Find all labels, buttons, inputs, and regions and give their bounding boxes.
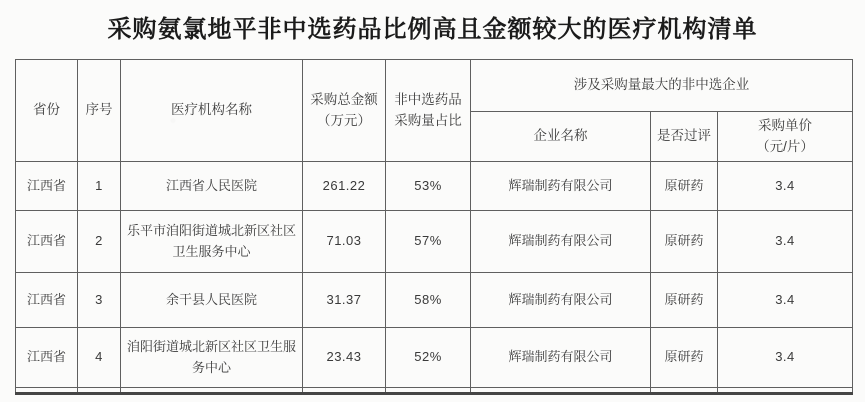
cell-unit-price: 3.4 (718, 162, 853, 211)
table-row (16, 162, 853, 211)
cell-institution: 洎阳街道城北新区社区卫生服务中心 (121, 328, 303, 388)
header-cell-total-amount (303, 60, 386, 162)
cell-total-amount: 31.37 (303, 273, 386, 328)
cell-evaluated: 原研药 (651, 162, 718, 211)
cell-index: 3 (78, 273, 121, 328)
cell-province: 江西省 (16, 273, 78, 328)
cell-company: 辉瑞制药有限公司 (471, 211, 651, 273)
header-cell-institution: 医疗机构名称 (121, 60, 303, 162)
header-cell-ratio (386, 60, 471, 162)
header-cell-company-group: 涉及采购量最大的非中选企业 (471, 60, 853, 112)
header-ratio-line2: 采购量占比 (394, 112, 462, 128)
cell-province: 江西省 (16, 162, 78, 211)
cell-institution: 江西省人民医院 (121, 162, 303, 211)
cell-unit-price: 3.4 (718, 211, 853, 273)
cell-ratio: 52% (386, 328, 471, 388)
header-total-amount-line1: 采购总金额 (310, 91, 378, 107)
header-ratio-line1: 非中选药品 (394, 91, 462, 107)
page-title: 采购氨氯地平非中选药品比例高且金额较大的医疗机构清单 (107, 16, 758, 43)
table-row (16, 328, 853, 388)
table-row (16, 211, 853, 273)
header-cell-unit-price (718, 112, 853, 162)
cell-company: 辉瑞制药有限公司 (471, 328, 651, 388)
table-row-clipped (16, 388, 853, 394)
cell-total-amount: 23.43 (303, 328, 386, 388)
cell-company: 辉瑞制药有限公司 (471, 273, 651, 328)
cell-total-amount: 71.03 (303, 211, 386, 273)
cell-index: 2 (78, 211, 121, 273)
table-row (16, 273, 853, 328)
header-unit-price-line2: （元/片） (756, 138, 814, 154)
cell-evaluated: 原研药 (651, 273, 718, 328)
cell-company: 辉瑞制药有限公司 (471, 162, 651, 211)
cell-index: 1 (78, 162, 121, 211)
cell-evaluated: 原研药 (651, 328, 718, 388)
cell-institution: 乐平市洎阳街道城北新区社区卫生服务中心 (121, 211, 303, 273)
header-cell-evaluated: 是否过评 (651, 112, 718, 162)
header-unit-price-line1: 采购单价 (758, 117, 812, 133)
header-row-top (16, 60, 853, 112)
procurement-table (15, 59, 853, 395)
cell-ratio: 57% (386, 211, 471, 273)
header-cell-company-name: 企业名称 (471, 112, 651, 162)
cell-province: 江西省 (16, 211, 78, 273)
cell-institution: 余干县人民医院 (121, 273, 303, 328)
cell-unit-price: 3.4 (718, 273, 853, 328)
cell-ratio: 53% (386, 162, 471, 211)
header-cell-province: 省份 (16, 60, 78, 162)
header-total-amount-line2: （万元） (317, 112, 371, 128)
cell-evaluated: 原研药 (651, 211, 718, 273)
cell-total-amount: 261.22 (303, 162, 386, 211)
header-cell-index: 序号 (78, 60, 121, 162)
cell-unit-price: 3.4 (718, 328, 853, 388)
cell-province: 江西省 (16, 328, 78, 388)
cell-ratio: 58% (386, 273, 471, 328)
cell-index: 4 (78, 328, 121, 388)
